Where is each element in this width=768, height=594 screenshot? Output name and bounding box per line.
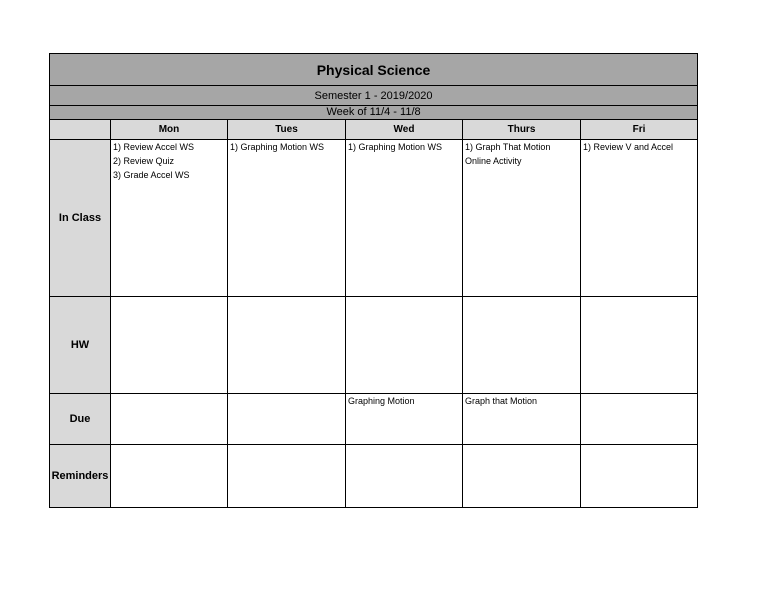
due-wed-item: Graphing Motion [348,396,415,406]
in-class-tues-item: 1) Graphing Motion WS [230,142,325,152]
in-class-thurs-item: 1) Graph That Motion [465,142,551,152]
day-header-mon: Mon [111,120,228,140]
reminders-mon-cell[interactable] [111,445,228,508]
semester-label: Semester 1 - 2019/2020 [50,86,698,106]
page-title: Physical Science [50,54,698,86]
hw-mon-cell[interactable] [111,297,228,394]
reminders-fri-cell[interactable] [581,445,698,508]
in-class-thurs-item: Online Activity [465,156,522,166]
in-class-fri-cell[interactable] [581,140,698,297]
row-label-hw: HW [50,297,111,394]
reminders-tues-cell[interactable] [228,445,346,508]
day-header-thurs: Thurs [463,120,581,140]
in-class-wed-cell[interactable] [346,140,463,297]
week-label: Week of 11/4 - 11/8 [50,106,698,120]
reminders-thurs-cell[interactable] [463,445,581,508]
row-label-reminders: Reminders [50,445,111,508]
day-header-tues: Tues [228,120,346,140]
in-class-thurs-cell[interactable] [463,140,581,297]
day-header-wed: Wed [346,120,463,140]
weekly-planner-table [49,53,698,508]
in-class-tues-cell[interactable] [228,140,346,297]
hw-thurs-cell[interactable] [463,297,581,394]
reminders-wed-cell[interactable] [346,445,463,508]
due-tues-cell[interactable] [228,394,346,445]
corner-cell [50,120,111,140]
hw-wed-cell[interactable] [346,297,463,394]
row-label-due: Due [50,394,111,445]
in-class-mon-cell[interactable] [111,140,228,297]
due-thurs-cell[interactable] [463,394,581,445]
day-header-fri: Fri [581,120,698,140]
due-fri-cell[interactable] [581,394,698,445]
row-label-in-class: In Class [50,140,111,297]
in-class-mon-item: 3) Grade Accel WS [113,170,190,180]
due-thurs-item: Graph that Motion [465,396,538,406]
due-mon-cell[interactable] [111,394,228,445]
hw-fri-cell[interactable] [581,297,698,394]
hw-tues-cell[interactable] [228,297,346,394]
in-class-wed-item: 1) Graphing Motion WS [348,142,443,152]
in-class-mon-item: 1) Review Accel WS [113,142,195,152]
in-class-mon-item: 2) Review Quiz [113,156,175,166]
in-class-fri-item: 1) Review V and Accel [583,142,674,152]
due-wed-cell[interactable] [346,394,463,445]
